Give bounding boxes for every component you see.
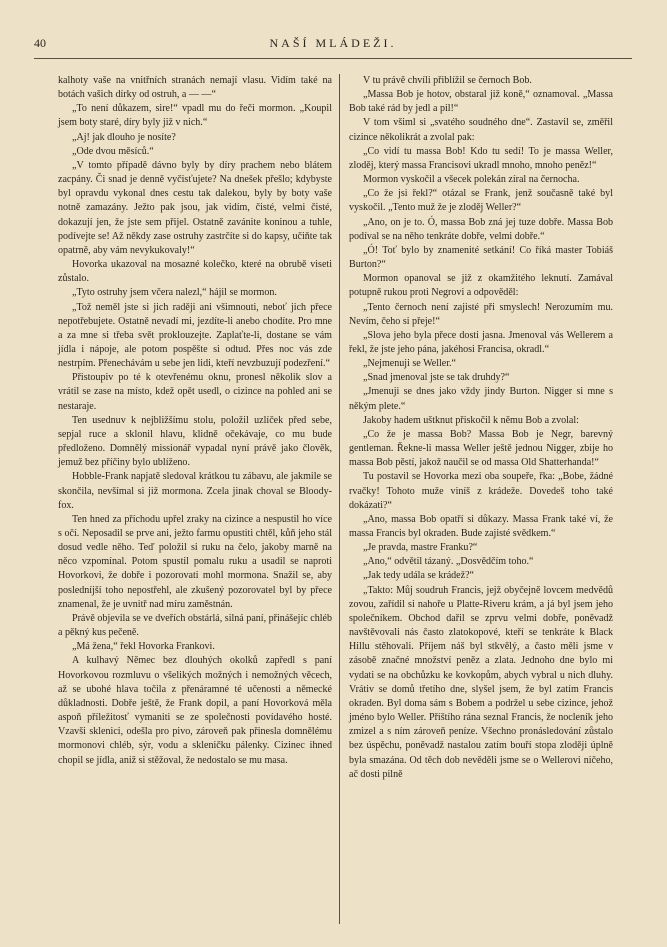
paragraph: „Nejmenuji se Weller.“ — [363, 358, 457, 370]
paragraph: „Massa Bob je hotov, obstaral již koně,“ oznamoval. „Massa Bob také rád by jedl a pil!“ — [349, 89, 613, 115]
paragraph: V tu právě chvíli přiblížil se černoch Bob. — [363, 75, 532, 86]
paragraph: Mormon opanoval se již z okamžitého leknutí. Zamával potupně rukou proti Negrovi a odpověděl: — [349, 273, 613, 299]
paragraph: „Co vidí tu massa Bob! Kdo tu sedí! To je massa Weller, zloděj, který massa Francisovi ukradl mnoho, mnoho peněz!“ — [349, 145, 613, 171]
paragraph: Ten hned za příchodu upřel zraky na cizince a nespustil ho více s očí. Neposadil se prve ani, ježto farmu opustiti chtěl, kůň jeho stál dosud vedle něho. Teď položil si ruku na čelo, jakoby marně na něco vzpomínal. Potom spustil pomalu ruku a usadil se naproti Hovorkovi, že dobře i pozorovati mohl mormona. Snažil se, aby posledníjší toho nepostřehl, ale zkušený pozorovatel byl by přece znamenal, že je uvnitř nad míru zaměstnán. — [58, 513, 332, 610]
paragraph: „Má žena,“ řekl Hovorka Frankovi. — [72, 641, 215, 653]
paragraph: „V tomto případě dávno byly by díry prachem nebo blátem zacpány. Či snad je denně vyčisťujete? Na dnešek přešlo; kdybyste byl opravdu vykonal dnes cestu tak dalekou, byly by boty vaše notně zamazány. Ježto pak jsou, jak vidím, čisté, velmi čisté, dokazují jen, že jste sem přijel. Ostatně zavánite koninou a tuhle, podívejte se! Až někdy zase ostruhy zastrčíte si do kapsy, učiňte tak opatrně, aby vám nevykukovaly!“ — [58, 159, 332, 256]
paragraph: „Co že jsi řekl?“ otázal se Frank, jenž současně také byl vyskočil. „Tento muž že je zloděj Weller?“ — [349, 188, 613, 214]
paragraph: „Je pravda, mastre Franku?“ — [363, 542, 478, 554]
running-title: NAŠÍ MLÁDEŽI. — [269, 36, 397, 50]
paragraph: Právě objevila se ve dveřích obstárlá, silná paní, přinášejíc chléb a pěkný kus pečeně. — [58, 612, 332, 639]
paragraph: „Snad jmenoval jste se tak druhdy?“ — [363, 372, 510, 384]
paragraph: Přistoupiv po té k otevřenému oknu, pronesl několik slov a vrátil se zase na místo, kdež opět usedl, o cizince na pohled ani se nestaraje. — [58, 372, 332, 412]
paragraph: „Tož neměl jste si jich raději ani všimnouti, neboť jich přece nepotřebujete. Ostatně nevadí mi, jezdíte-li anebo chodíte. Pro mne a za mne si třeba svět proklouzejte. Zaplaťte-li, dostane se vám jídla i nápoje, ale potom pospěšte si odtud. Přes noc vás zde nestrpím. Přenechávám u sebe jen lidi, kteří nevzbuzují podezření.“ — [58, 301, 332, 370]
paragraph: „Ó! Toť bylo by znamenité setkání! Co říká master Tobiáš Burton?“ — [349, 244, 613, 271]
paragraph: „Slova jeho byla přece dosti jasna. Jmenoval vás Wellerem a řekl, že jste jeho pána, jakéhosi Francisa, okradl.“ — [349, 329, 613, 355]
paragraph: „To není důkazem, sire!“ vpadl mu do řeči mormon. „Koupil jsem boty staré, díry byly již v nich.“ — [58, 103, 332, 129]
header-rule — [34, 58, 632, 59]
paragraph: „Tento černoch není zajisté při smyslech! Nerozumím mu. Nevím, čeho si přeje!“ — [349, 301, 613, 327]
paragraph: „Jak tedy udála se krádež?“ — [363, 570, 475, 582]
paragraph: V tom všiml si „svatého soudného dne“. Zastavil se, změřil cizince několikrát a zvolal pak: — [349, 117, 613, 143]
paragraph: Mormon vyskočil a všecek polekán zíral na černocha. — [363, 174, 580, 186]
paragraph: Hovorka ukazoval na mosazné kolečko, které na obrubě viseti zůstalo. — [58, 259, 332, 285]
right-column — [349, 74, 613, 782]
paragraph: Ten usednuv k nejbližšímu stolu, položil uzlíček před sebe, sepjal ruce a sklonil hlavu, klidně očekávaje, co mu bude předloženo. Domnělý missionář vypadal nyní právě jako člověk, jemuž bez příčiny bylo ublíženo. — [58, 414, 332, 469]
paragraph: Tu postavil se Hovorka mezi oba soupeře, řka: „Bobe, žádné rvačky! Tohoto muže viníš z krádeže. Dovedeš toho také dokázati?“ — [349, 471, 613, 511]
paragraph: kalhoty vaše na vnitřních stranách nemají vlasu. Vidím také na botách vašich dírky od ostruh, a — —“ — [58, 75, 332, 101]
paragraph: Hobble-Frank napjatě sledoval krátkou tu zábavu, ale jakmile se skončila, nevšímal si již mormona. Zcela jinak choval se Bloody-fox. — [58, 471, 332, 511]
paragraph: A kulhavý Němec bez dlouhých okolků zapředl s paní Hovorkovou rozmluvu o všelikých možných i nemožných věcech, až se ubohé hlava točila z přenáramné té učenosti a německé důkladnosti. Dobře ještě, že Frank dopil, a paní Hovorková měla aspoň příležitosť vymaniti se ze společnosti povídavého hosté. Vzavši sklenici, odešla pro pivo, zároveň pak přinesla domnělému mormonovi chléb, sýr, vodu a skleničku pálenky. Cizinec ihned chopil se jídla, aniž si stěžoval, že nedostalo se mu masa. — [58, 655, 332, 766]
paragraph: „Aj! jak dlouho je nosíte? — [72, 131, 176, 143]
paragraph: „Jmenuji se dnes jako vždy jindy Burton. Nigger si mne s někým plete.“ — [349, 386, 613, 412]
left-column — [58, 74, 332, 768]
paragraph: Jakoby hadem uštknut přiskočil k němu Bob a zvolal: — [363, 414, 579, 426]
paragraph: „Takto: Můj soudruh Francis, jejž obyčejně lovcem medvědů zovou, zařídil si nahoře u Platte-Riveru krám, a já byl jsem jeho společníkem. Obchod dařil se zprvu velmi dobře, poněvadž navštěvovali nás často zlatokopové, kteří se tenkráte k Black Hillu stěhovali. Příjem náš byl stkvělý, a často měli jsme v zásobě značné množství peněz a zlata. Jednoho dne bylo mi vydati se na obchůzku ke kovkopům, abych vybral u nich dluhy. Vrátiv se domů třetího dne, slyšel jsem, že byl zatím Francis okraden. Byl doma sám s Bobem a podržel u sebe cizince, jehož jméno bylo Weller. Příštího rána seznal Francis, že nocleník jeho zmizel a s ním zároveň peníze. Všechno pronásledování zůstalo bez úspěchu, poněvadž nastalou zatím bouří stopa zloději úplně byla smazána. Od těch dob nevěděli jsme se o Wellerovi ničeho, ač dosti pilně — [349, 584, 613, 780]
column-divider — [339, 74, 340, 924]
paragraph: „Ano, massa Bob opatří si důkazy. Massa Frank také ví, že massa Francis byl okraden. Bude zajisté svědkem.“ — [349, 513, 613, 539]
paragraph: „Ano, on je to. Ó, massa Bob zná jej tuze dobře. Massa Bob podíval se na něho tenkráte dobře, velmi dobře.“ — [349, 216, 613, 242]
paragraph: „Ano,“ odvětil tázaný. „Dosvědčím toho.“ — [363, 556, 534, 568]
paragraph: „Ode dvou měsíců.“ — [72, 145, 154, 157]
paragraph: „Tyto ostruhy jsem včera nalezl,“ hájil se mormon. — [72, 287, 277, 299]
page-number: 40 — [34, 36, 46, 50]
page-header — [34, 36, 632, 54]
paragraph: „Co že je massa Bob? Massa Bob je Negr, barevný gentleman. Řekne-li massa Weller ještě jednou Nigger, zbije ho massa Bob pěstí, jakož naučil se od massa Old Shatterhanda!“ — [349, 428, 613, 469]
